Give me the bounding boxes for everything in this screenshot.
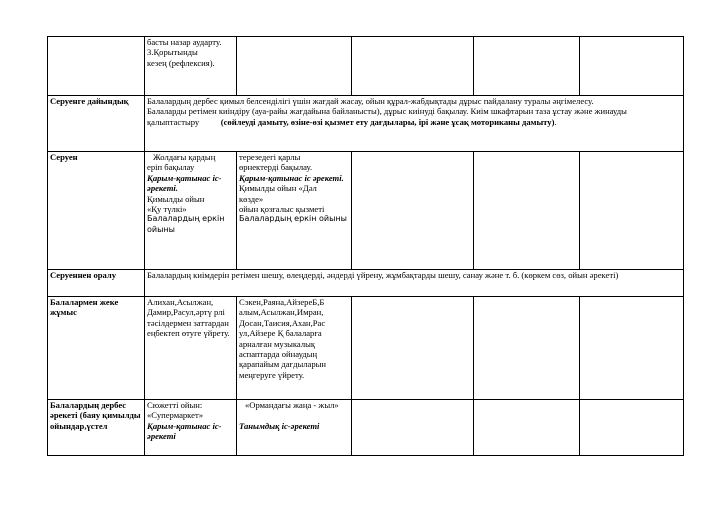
tuesday-cell: Сэкен,Раяна,АйзереБ,Б алым,Асылжан,Имран, Досан,Таисия,Ахан,Рас ул,Айзере Қ балаларға арналған музыкалық аспаптарда ойнаудың қарапайым дағдыларын меңгеруге үйрету. [237,297,352,400]
table-row [48,400,684,456]
row-label-walk: Серуен [48,152,145,270]
row-label-walk-prep: Серуенге дайындық [48,96,145,152]
tuesday-cell [237,37,352,96]
friday-cell [580,400,684,456]
cell-text: көзде» [239,193,264,204]
cell-text: «Супермаркет» [147,410,204,421]
cell-text: Жолдағы қардың [153,152,216,162]
monday-cell [145,37,237,96]
cell-text: кезең (рефлексия). [147,57,215,68]
monday-cell [145,400,237,456]
cell-text: «Қу түлкі» [147,204,187,215]
cell-text: еріп бақылау [147,162,195,173]
cell-text: Сюжетті ойын: [147,400,203,410]
cell-text: өрнектерді бақылау. [239,162,313,173]
cell-text: Балалардың еркін ойыны [239,214,347,224]
friday-cell [580,37,684,96]
thursday-cell [474,400,580,456]
friday-cell [580,297,684,400]
cell-text: Балалардың дербес қимыл белсенділігі үшін жағдай жасау, ойын құрал-жабдықтады дұрыс пайдалану туралы әңгімелесу. [147,96,594,106]
table-row [48,37,684,96]
tuesday-cell [237,400,352,456]
monday-cell [145,152,237,270]
monday-cell: Алихан,Асылжан, Дамир,Расул,әртү рлі тәсілдермен заттардан еңбектеп өтуге үйрету. [145,297,237,400]
return-cell: Балалардың киімдерін ретімен шешу, өлеңдерді, әндерді үйрену, жұмбақтарды шешу, санау және т. б. (көркем сөз, ойын әрекеті) [145,270,684,297]
cell-text: «Ормандағы жаңа - жыл» [245,400,339,410]
thursday-cell [474,37,580,96]
row-label-return: Серуеннен оралу [48,270,145,297]
cell-text: Балалардың еркін [147,214,225,224]
table-row [48,96,684,152]
cell-text: ойын қозғалыс қызметі [239,204,325,215]
thursday-cell [474,152,580,270]
row-label-independent-activity: Балалардың дербес әрекеті (баяу қимылды ойындар,үстел [48,400,145,456]
wednesday-cell [352,400,474,456]
activity-type: Қарым-қатынас іс-әрекеті. [147,172,222,194]
wednesday-cell [352,297,474,400]
row-label-individual-work: Балалармен жеке жұмыс [48,297,145,400]
daily-plan-table [47,36,684,456]
thursday-cell [474,297,580,400]
cell-text: Қимылды ойын [147,193,205,204]
table-row [48,297,684,400]
tuesday-cell [237,152,352,270]
wednesday-cell [352,152,474,270]
development-note: (сөйлеуді дамыту, өзіне-өзі қызмет ету дағдылары, ірі және ұсақ моториканы дамыту) [220,116,555,127]
walk-prep-cell [145,96,684,152]
table-row [48,270,684,297]
activity-type: Қарым-қатынас іс-әрекеті [147,420,222,442]
wednesday-cell [352,37,474,96]
cell-text: ойыны [147,224,175,234]
friday-cell [580,152,684,270]
table-row [48,152,684,270]
cell-text: 3.Қорытынды [147,47,198,58]
cell-text: басты назар аударту. [147,37,222,47]
cell-text: Қимылды ойын «Дәл [239,183,317,194]
cell-text: терезедегі қарлы [239,152,301,162]
row-label-cell [48,37,145,96]
cell-text: Балаларды ретімен киіндіру (ауа-райы жағдайына байланысты), дұрыс киінуді бақылау. Киім шкафтарын таза ұстау және жинауды қалыптастыру (сөйлеуді дамыту, өзіне-өзі қызмет ету дағдылары, ірі және ұсақ моториканы дамыту). [147,106,627,127]
activity-type: Қарым-қатынас іс әрекеті. [239,172,344,183]
activity-type: Танымдық іс-әрекеті [239,420,320,431]
